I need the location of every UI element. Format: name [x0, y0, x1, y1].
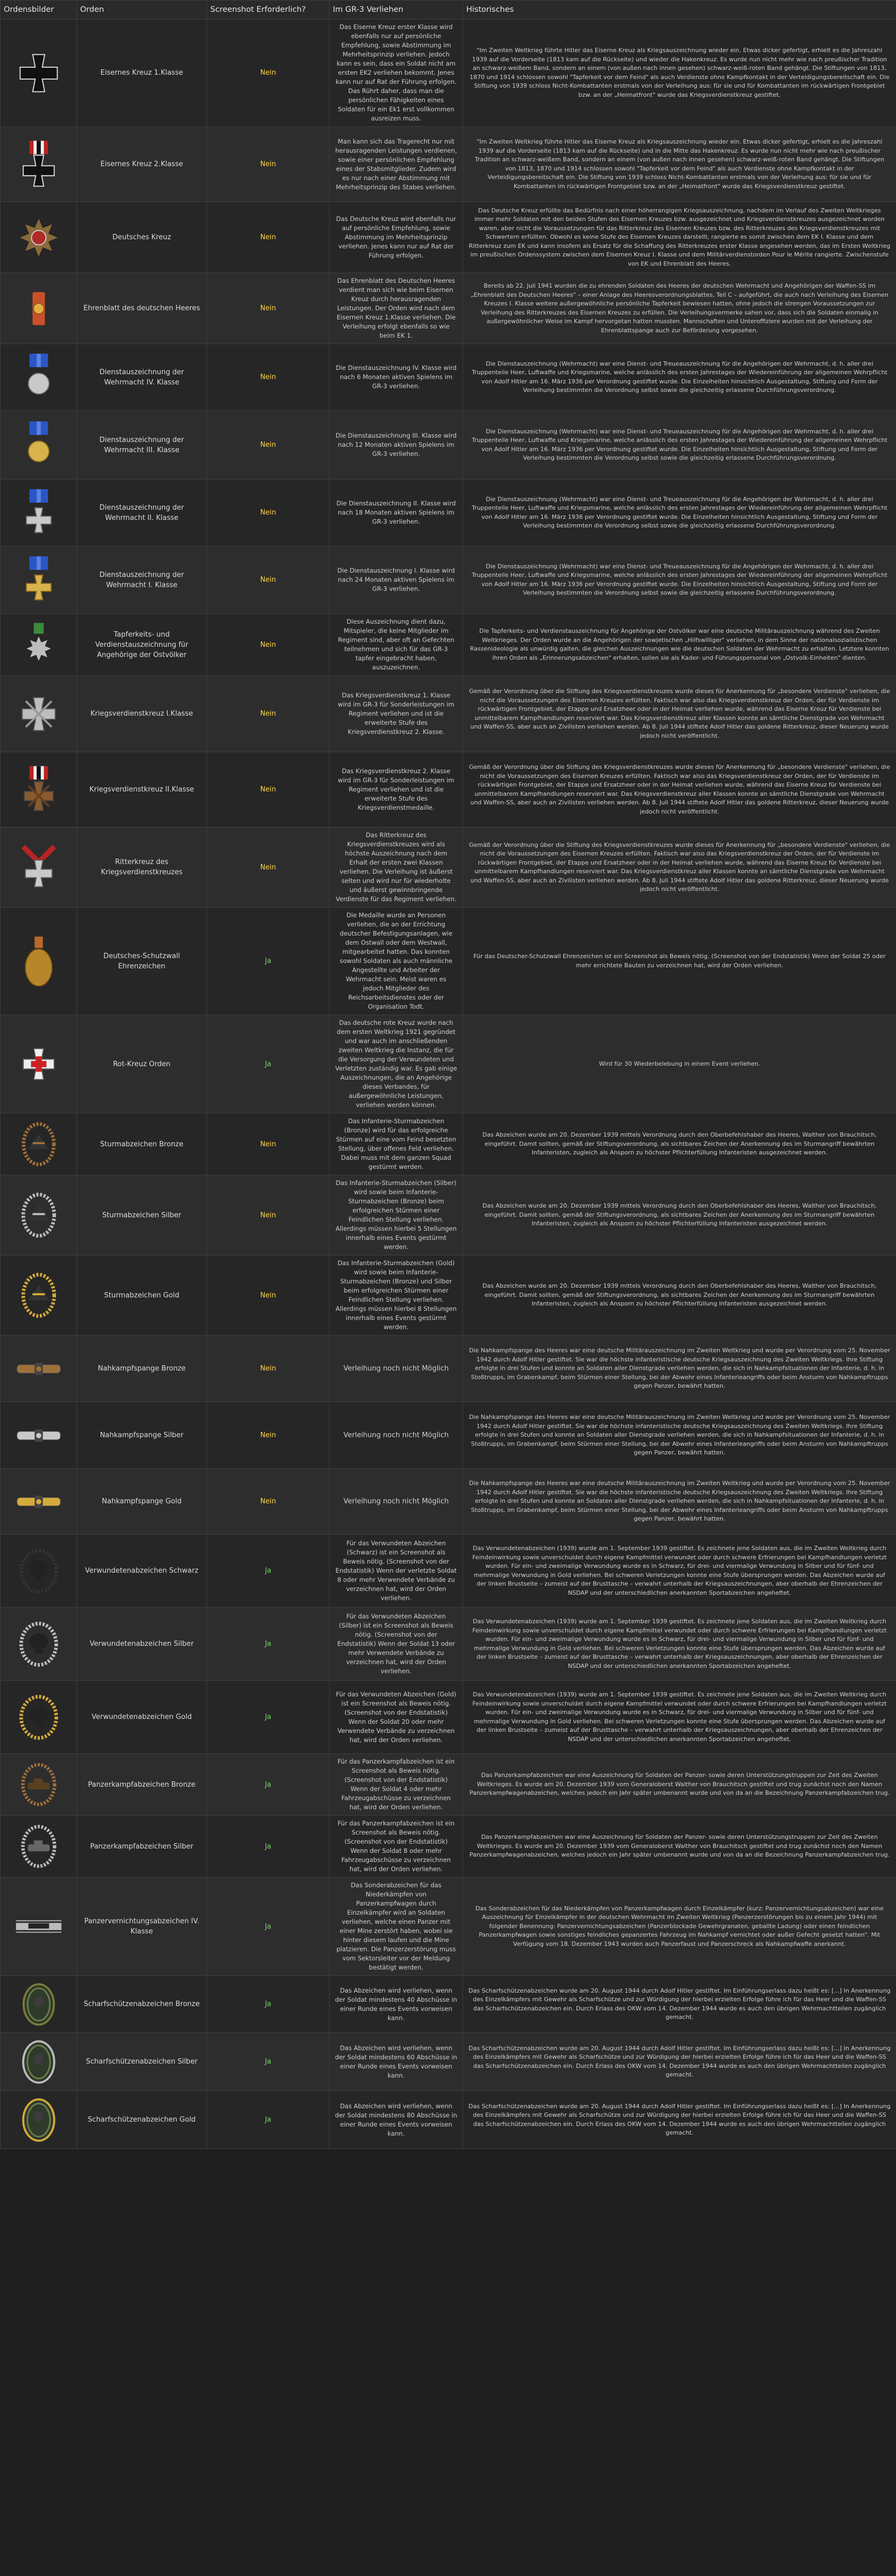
iron-cross-ribbon-icon [13, 139, 65, 190]
award-name: Dienstauszeichnung der Wehrmacht I. Klasse [77, 546, 207, 614]
screenshot-required-value: Nein [260, 509, 276, 517]
screenshot-required-cell [207, 127, 330, 202]
award-row-deutsches-kreuz [1, 202, 896, 273]
screenshot-required-cell [207, 1402, 330, 1469]
award-history: "Im Zweiten Weltkrieg führte Hitler das Eiserne Kreuz als Kriegsauszeichnung wieder ein. Etwas dicker gefertigt, erhielt es die Jahreszahl 1939 auf die Vorderseite (1813 kam auf die Rückseite) und in die Mitte das Hakenkreuz. Es wurde nun nicht mehr wie nach preußischer Tradition an schwarz-weißem Band, sondern an einem (von außen nach innen gesehen) schwarz-weiß-roten Band gehängt. Die Stiftungen von 1813, 1870 und 1914 schlossen sowohl "Tapferkeit vor dem Feind" als auch Verdienste ohne Kampfkontakt in der Verteidigungsbereitschaft ein. Die Stiftung von 1939 schloss Nicht-Kombattanten erstmals von der Verleihung aus: für sie und für Kombattanten im rückwärtigen Frontgebiet bzw. an der „Heimatfront" wurde das Kriegsverdienstkreuz gestiftet. [463, 127, 896, 202]
award-row-panzervernichtungsabzeichen-iv-klasse [1, 1878, 896, 1976]
award-criteria: Das Abzeichen wird verliehen, wenn der Soldat mindestens 40 Abschüsse in einer Runde eines Events vorweisen kann. [330, 1976, 463, 2033]
award-row-sturmabzeichen-bronze [1, 1114, 896, 1175]
award-history: Das Verwundetenabzeichen (1939) wurde am 1. September 1939 gestiftet. Es zeichnete jene Soldaten aus, die im Zweiten Weltkrieg durch Feindeinwirkung sowie unverschuldet durch eigene Kampfmittel verwundet oder durch schwere Erfrierungen bei Kampfhandlungen verletzt wurden. Für ein- und zweimalige Verwundung wurde es in Schwarz, für drei- und viermalige Verwundung in Silber und für fünf- und mehrmalige Verwundung in Gold verliehen. Bei schweren Verletzungen konnte eine Stufe übersprungen werden. Das Abzeichen wurde auf der linken Brustseite – zumeist auf der Brusttasche – verwahrt unterhalb der Kriegsauszeichnungen, aber oberhalb der Ehrenzeichen der NSDAP und der unterschiedlichen anerkannten Sportabzeichen angeheftet. [463, 1608, 896, 1681]
award-history: Gemäß der Verordnung über die Stiftung des Kriegsverdienstkreuzes wurde dieses für Anerkennung für „besondere Verdienste" verliehen, die nicht die Voraussetzungen des Eisernen Kreuzes erfüllten. Faktisch war also das Kriegsverdienstkreuz der Orden, der für Verdienste im rückwärtigen Frontgebiet, der Etappe und Ersatzheer oder in der Heimat verliehen wurde, während das Eiserne Kreuz für Verdienste bei unmittelbarem Kampfhandlungen reserviert war. Das Kriegsverdienstkreuz aller Klassen konnte an sämtliche Dienstgrade von Wehrmacht und Waffen-SS, aber auch an Zivilisten verliehen werden. Ab 8. Juli 1944 stiftete Adolf Hitler das goldene Ritterkreuz, dieser Neuerung wurde jedoch nicht veröffentlicht. [463, 676, 896, 752]
infantry-assault-bronze-icon [13, 1119, 64, 1169]
award-name: Ritterkreuz des Kriegsverdienstkreuzes [77, 827, 207, 908]
service-medal-iii-icon [13, 419, 65, 471]
award-image-cell [1, 614, 77, 676]
award-history: Das Abzeichen wurde am 20. Dezember 1939 mittels Verordnung durch den Oberbefehlshaber des Heeres, Walther von Brauchitsch, eingeführt. Damit sollten, gemäß der Stiftungsverordnung, als sichtbares Zeichen der Anerkennung des im Sturmangriff bewährten Infanteristen, zugleich als Ansporn zu höchster Pflichterfüllung Infanteristen ausgezeichnet werden. [463, 1255, 896, 1336]
award-name: Panzerkampfabzeichen Silber [77, 1816, 207, 1878]
award-criteria: Für das Panzerkampfabzeichen ist ein Screenshot als Beweis nötig. (Screenshot von der Endstatistik) Wenn der Soldat 8 oder mehr Fahrzeugabschüsse zu verzeichnen hat, wird der Orden verliehen. [330, 1816, 463, 1878]
screenshot-required-value: Nein [260, 786, 276, 794]
award-history: Gemäß der Verordnung über die Stiftung des Kriegsverdienstkreuzes wurde dieses für Anerkennung für „besondere Verdienste" verliehen, die nicht die Voraussetzungen des Eisernen Kreuzes erfüllten. Faktisch war also das Kriegsverdienstkreuz der Orden, der für Verdienste im rückwärtigen Frontgebiet, der Etappe und Ersatzheer oder in der Heimat verliehen wurde, während das Eiserne Kreuz für Verdienste bei unmittelbarem Kampfhandlungen reserviert war. Das Kriegsverdienstkreuz aller Klassen konnte an sämtliche Dienstgrade von Wehrmacht und Waffen-SS, aber auch an Zivilisten verliehen werden. Ab 8. Juli 1944 stiftete Adolf Hitler das goldene Ritterkreuz, dieser Neuerung wurde jedoch nicht veröffentlicht. [463, 752, 896, 827]
header-ordensbilder: Ordensbilder [1, 1, 77, 19]
screenshot-required-cell [207, 1336, 330, 1402]
award-row-ehrenblatt-des-deutschen-heeres [1, 273, 896, 344]
award-image-cell [1, 273, 77, 344]
award-image-cell [1, 127, 77, 202]
award-criteria: Die Dienstauszeichnung IV. Klasse wird nach 6 Monaten aktiven Spielens im GR-3 verliehen. [330, 344, 463, 411]
screenshot-required-cell [207, 19, 330, 127]
award-name: Ehrenblatt des deutschen Heeres [77, 273, 207, 344]
screenshot-required-value: Ja [265, 1780, 272, 1789]
award-row-deutsches-schutzwall-ehrenzeichen [1, 908, 896, 1015]
screenshot-required-cell [207, 1754, 330, 1816]
screenshot-required-value: Ja [265, 1640, 272, 1648]
award-row-dienstauszeichnung-der-wehrmacht-i-klasse [1, 546, 896, 614]
infantry-assault-gold-icon [13, 1269, 65, 1321]
close-combat-clasp-silver-icon [13, 1410, 65, 1461]
award-criteria: Für das Verwundeten Abzeichen (Schwarz) ist ein Screenshot als Beweis nötig. (Screenshot von der Endstatistik) Wenn der verletzte Soldat 8 oder mehr Verwendete Verbände zu verzeichnen hat, wird der Orden verliehen. [330, 1535, 463, 1608]
close-combat-clasp-bronze-icon [13, 1343, 65, 1395]
screenshot-required-value: Nein [260, 69, 276, 77]
award-row-panzerkampfabzeichen-bronze [1, 1754, 896, 1816]
award-row-ritterkreuz-des-kriegsverdienstkreuzes [1, 827, 896, 908]
west-wall-medal-icon [13, 936, 65, 987]
screenshot-required-cell [207, 2091, 330, 2149]
screenshot-required-value: Ja [265, 2000, 272, 2008]
award-criteria: Das Eiserne Kreuz erster Klasse wird ebenfalls nur auf persönliche Empfehlung, sowie Abstimmung im Mehrheitsprinzip verliehen. Jedoch kann es sein, dass ein Soldat nicht am ersten EK2 verliehen bekommt. Jenes kann nur auf Rat der Führung erfolgen. Das Rührt daher, dass man die persönlichen Fähigkeiten eines Soldaten für ein Ek1 erst vollkommen ausreizen muss. [330, 19, 463, 127]
award-image-cell [1, 1114, 77, 1175]
award-criteria: Das Ehrenblatt des Deutschen Heeres verdient man sich wie beim Eisernen Kreuz durch herausragenden Leistungen. Der Orden wird nach dem Eisernen Kreuz 1.Klasse verliehen. Die Verleihung erfolgt ebenfalls so wie beim EK 1. [330, 273, 463, 344]
award-history: Die Nahkampfspange des Heeres war eine deutsche Militärauszeichnung im Zweiten Weltkrieg und wurde per Verordnung vom 25. November 1942 durch Adolf Hitler gestiftet. Sie war die höchste infanteristische deutsche Kriegsauszeichnung des Zweiten Weltkriegs. Ihre Stiftung erfolgte in drei Stufen und konnte an Soldaten aller Dienstgrade verliehen werden, die sich in Nahkampfsituationen der Infanterie, d. h. in Stoßtrupps, im Grabenkampf, beim Stürmen einer Stellung, bei der Abwehr eines Infanterieangriffs oder beim Ansturm von Nahkampftrupps gegen Panzer, bewährt hatten. [463, 1336, 896, 1402]
screenshot-required-value: Nein [260, 863, 276, 872]
award-criteria: Das Kriegsverdienstkreuz 2. Klasse wird im GR-3 für Sonderleistungen im Regiment verliehen und ist die erweiterte Stufe des Kriegsverdienstmedaille. [330, 752, 463, 827]
screenshot-required-cell [207, 1469, 330, 1535]
award-image-cell [1, 1015, 77, 1114]
screenshot-required-cell [207, 1175, 330, 1255]
iron-cross-icon [13, 47, 65, 99]
award-history: Das Scharfschützenabzeichen wurde am 20. August 1944 durch Adolf Hitler gestiftet. Im Einführungserlass dazu heißt es: [...] In Anerkennung des Einzelkämpfers mit Gewehr als Scharfschütze und zur Würdigung der hierbei erzielten Erfolge führe ich für das Heer und die Waffen-SS das Scharfschützenabzeichen ein. Durch Erlass des OKW vom 14. Dezember 1944 wurde es auch den übrigen Wehrmachtteilen zugänglich gemacht. [463, 2091, 896, 2149]
service-cross-i-icon [13, 554, 65, 606]
award-row-rot-kreuz-orden [1, 1015, 896, 1114]
award-criteria: Für das Panzerkampfabzeichen ist ein Screenshot als Beweis nötig. (Screenshot von der Endstatistik) Wenn der Soldat 4 oder mehr Fahrzeugabschüsse zu verzeichnen hat, wird der Orden verliehen. [330, 1754, 463, 1816]
award-history: Das Panzerkampfabzeichen war eine Auszeichnung für Soldaten der Panzer- sowie deren Unterstützungstruppen zur Zeit des Zweiten Weltkrieges. Es wurde am 20. Dezember 1939 vom Generaloberst Walther von Brauchitsch gestiftet und trug zunächst noch den Namen Panzerkampfwagenabzeichen, welches jedoch ein Jahr später umbenannt wurde und von da an die Bezeichnung Panzerkampfabzeichen trug. [463, 1754, 896, 1816]
screenshot-required-value: Ja [265, 1842, 272, 1851]
award-name: Kriegsverdienstkreuz II.Klasse [77, 752, 207, 827]
award-row-eisernes-kreuz-1-klasse [1, 19, 896, 127]
screenshot-required-cell [207, 202, 330, 273]
screenshot-required-cell [207, 1114, 330, 1175]
award-row-dienstauszeichnung-der-wehrmacht-iv-klasse [1, 344, 896, 411]
award-history: Wird für 30 Wiederbelebung in einem Event verliehen. [463, 1015, 896, 1114]
award-image-cell [1, 546, 77, 614]
award-criteria: Für das Verwundeten Abzeichen (Silber) ist ein Screenshot als Beweis nötig. (Screenshot von der Endstatistik) Wenn der Soldat 13 oder mehr Verwendete Verbände zu verzeichnen hat, wird der Orden verliehen. [330, 1608, 463, 1681]
award-image-cell [1, 1608, 77, 1681]
war-merit-cross-i-icon [13, 688, 65, 740]
award-name: Panzervernichtungsabzeichen IV. Klasse [77, 1878, 207, 1976]
award-image-cell [1, 827, 77, 908]
award-image-cell [1, 480, 77, 546]
award-image-cell [1, 202, 77, 273]
award-criteria: Das Ritterkreuz des Kriegsverdienstkreuzes wird als höchste Auszeichnung nach dem Erhalt der ersten zwei Klassen verliehen. Die Verleihung ist äußerst selten und wird nur für wiederholte und äußerst gewinnbringende Verdienste für das Regiment verliehen. [330, 827, 463, 908]
award-history: Das Scharfschützenabzeichen wurde am 20. August 1944 durch Adolf Hitler gestiftet. Im Einführungserlass dazu heißt es: [...] In Anerkennung des Einzelkämpfers mit Gewehr als Scharfschütze und zur Würdigung der hierbei erzielten Erfolge führe ich für das Heer und die Waffen-SS das Scharfschützenabzeichen ein. Durch Erlass des OKW vom 14. Dezember 1944 wurde es auch den übrigen Wehrmachtteilen zugänglich gemacht. [463, 1976, 896, 2033]
award-image-cell [1, 2091, 77, 2149]
header-orden: Orden [77, 1, 207, 19]
award-name: Verwundetenabzeichen Gold [77, 1681, 207, 1754]
screenshot-required-cell [207, 1015, 330, 1114]
screenshot-required-value: Ja [265, 1922, 272, 1931]
award-row-verwundetenabzeichen-schwarz [1, 1535, 896, 1608]
award-criteria: Das Infanterie-Sturmabzeichen (Gold) wird sowie beim Infanterie-Sturmabzeichen (Bronze) und Silber beim erfolgreichen Stürmen einer Feindlichen Stellung verliehen. Allerdings müssen hierbei 8 Stellungen innerhalb eines Events gestürmt werden. [330, 1255, 463, 1336]
award-image-cell [1, 752, 77, 827]
tank-destruction-badge-icon [13, 1901, 65, 1952]
award-history: Die Tapferkeits- und Verdienstauszeichnung für Angehörige der Ostvölker war eine deutsche Militärauszeichnung während des Zweiten Weltkrieges. Der Orden wurde an die Angehörigen der sowjetischen „Hilfswilliger" verliehen, in dem Sinne der nationalsozialistischen Rassenideologie als unwürdig galten, die gleichen Auszeichnungen wie die deutschen Soldaten der Wehrmacht zu erhalten. Letztere konnten ihren Orden als „Erinnerungsabzeichen" erhalten, sollen sie als Kader- und Führungspersonal von „Ostvolk-Einheiten" dienten. [463, 614, 896, 676]
award-image-cell [1, 19, 77, 127]
award-criteria: Das Infanterie-Sturmabzeichen (Bronze) wird für das erfolgreiche Stürmen auf eine vom Feind besetzten Stellung, über offenes Feld verliehen. Dabei muss mit dem ganzen Squad gestürmt werden. [330, 1114, 463, 1175]
screenshot-required-value: Nein [260, 1291, 276, 1300]
screenshot-required-value: Nein [260, 1365, 276, 1373]
screenshot-required-cell [207, 1878, 330, 1976]
knights-cross-war-merit-icon [13, 841, 65, 893]
award-criteria: Die Dienstauszeichnung I. Klasse wird nach 24 Monaten aktiven Spielens im GR-3 verliehen. [330, 546, 463, 614]
award-row-kriegsverdienstkreuz-i-klasse [1, 676, 896, 752]
award-criteria: Die Dienstauszeichnung II. Klasse wird nach 18 Monaten aktiven Spielens im GR-3 verliehen. [330, 480, 463, 546]
award-row-panzerkampfabzeichen-silber [1, 1816, 896, 1878]
tank-badge-silver-icon [14, 1822, 63, 1871]
award-history: Gemäß der Verordnung über die Stiftung des Kriegsverdienstkreuzes wurde dieses für Anerkennung für „besondere Verdienste" verliehen, die nicht die Voraussetzungen des Eisernen Kreuzes erfüllten. Faktisch war also das Kriegsverdienstkreuz der Orden, der für Verdienste im rückwärtigen Frontgebiet, der Etappe und Ersatzheer oder in der Heimat verliehen wurde, während das Eiserne Kreuz für Verdienste bei unmittelbarem Kampfhandlungen reserviert war. Das Kriegsverdienstkreuz aller Klassen konnte an sämtliche Dienstgrade von Wehrmacht und Waffen-SS, aber auch an Zivilisten verliehen werden. Ab 8. Juli 1944 stiftete Adolf Hitler das goldene Ritterkreuz, dieser Neuerung wurde jedoch nicht veröffentlicht. [463, 827, 896, 908]
award-name: Panzerkampfabzeichen Bronze [77, 1754, 207, 1816]
honor-roll-clasp-icon [13, 283, 65, 334]
award-image-cell [1, 2033, 77, 2091]
screenshot-required-value: Ja [265, 2116, 272, 2124]
award-criteria: Die Dienstauszeichnung III. Klasse wird nach 12 Monaten aktiven Spielens im GR-3 verliehen. [330, 411, 463, 480]
award-name: Scharfschützenabzeichen Bronze [77, 1976, 207, 2033]
award-criteria: Das Sonderabzeichen für das Niederkämpfen von Panzerkampfwagen durch Einzelkämpfer wird an Soldaten verliehen, welche einen Panzer mit einer Mine zerstört haben, wobei sie hinter diesem laufen und die Mine platzieren. Die Panzerzerstörung muss vom Sektorsleiter vor der Meldung bestätigt werden. [330, 1878, 463, 1976]
wound-badge-black-icon [13, 1545, 65, 1597]
header-historisches: Historisches [463, 1, 896, 19]
screenshot-required-value: Nein [260, 304, 276, 312]
award-name: Kriegsverdienstkreuz I.Klasse [77, 676, 207, 752]
award-row-verwundetenabzeichen-gold [1, 1681, 896, 1754]
award-row-tapferkeits-und-verdienstauszeichnung-für-angehörige-der-ostvölker [1, 614, 896, 676]
award-criteria: Verleihung noch nicht Möglich [330, 1469, 463, 1535]
award-image-cell [1, 1469, 77, 1535]
award-image-cell [1, 676, 77, 752]
award-name: Sturmabzeichen Bronze [77, 1114, 207, 1175]
infantry-assault-silver-icon [13, 1189, 65, 1241]
award-row-nahkampfspange-gold [1, 1469, 896, 1535]
award-criteria: Das Kriegsverdienstkreuz 1. Klasse wird im GR-3 für Sonderleistungen im Regiment verliehen und ist die erweiterte Stufe des Kriegsverdienstkreuz 2. Klasse. [330, 676, 463, 752]
award-name: Nahkampfspange Silber [77, 1402, 207, 1469]
screenshot-required-value: Nein [260, 1211, 276, 1219]
award-image-cell [1, 1535, 77, 1608]
award-row-scharfschützenabzeichen-bronze [1, 1976, 896, 2033]
award-row-nahkampfspange-silber [1, 1402, 896, 1469]
screenshot-required-value: Ja [265, 2058, 272, 2066]
award-name: Sturmabzeichen Gold [77, 1255, 207, 1336]
award-criteria: Das Deutsche Kreuz wird ebenfalls nur auf persönliche Empfehlung, sowie Abstimmung im Mehrheitsprinzip verliehen. Jenes kann nur auf Rat der Führung erfolgen. [330, 202, 463, 273]
award-name: Deutsches Kreuz [77, 202, 207, 273]
award-row-sturmabzeichen-silber [1, 1175, 896, 1255]
award-history: Das Panzerkampfabzeichen war eine Auszeichnung für Soldaten der Panzer- sowie deren Unterstützungstruppen zur Zeit des Zweiten Weltkrieges. Es wurde am 20. Dezember 1939 vom Generaloberst Walther von Brauchitsch gestiftet und trug zunächst noch den Namen Panzerkampfwagenabzeichen, welches jedoch ein Jahr später umbenannt wurde und von da an die Bezeichnung Panzerkampfabzeichen trug. [463, 1816, 896, 1878]
screenshot-required-cell [207, 908, 330, 1015]
award-row-sturmabzeichen-gold [1, 1255, 896, 1336]
screenshot-required-value: Ja [265, 1567, 272, 1575]
award-row-nahkampfspange-bronze [1, 1336, 896, 1402]
award-image-cell [1, 1681, 77, 1754]
screenshot-required-value: Ja [265, 1713, 272, 1721]
screenshot-required-cell [207, 480, 330, 546]
screenshot-required-cell [207, 1976, 330, 2033]
sniper-badge-gold-icon [13, 2094, 65, 2146]
award-history: Die Dienstauszeichnung (Wehrmacht) war eine Dienst- und Treueauszeichnung für die Angehörigen der Wehrmacht, d. h. aller drei Truppenteile Heer, Luftwaffe und Kriegsmarine, welche anlässlich des ersten Jahrestages der Wiedereinführung der allgemeinen Wehrpflicht von Adolf Hitler am 16. März 1936 per Verordnung gestiftet wurde. Die Einzelheiten hinsichtlich Ausgestaltung, Stiftung und Form der Verleihung bestimmten die Verordnung selbst sowie die gleichzeitig erlassene Durchführungsverordnung. [463, 411, 896, 480]
award-history: Das Verwundetenabzeichen (1939) wurde am 1. September 1939 gestiftet. Es zeichnete jene Soldaten aus, die im Zweiten Weltkrieg durch Feindeinwirkung sowie unverschuldet durch eigene Kampfmittel verwundet oder durch schwere Erfrierungen bei Kampfhandlungen verletzt wurden. Für ein- und zweimalige Verwundung wurde es in Schwarz, für drei- und viermalige Verwundung in Silber und für fünf- und mehrmalige Verwundung in Gold verliehen. Bei schweren Verletzungen konnte eine Stufe übersprungen werden. Das Abzeichen wurde auf der linken Brustseite – zumeist auf der Brusttasche – verwahrt unterhalb der Kriegsauszeichnungen, aber oberhalb der Ehrenzeichen der NSDAP und der unterschiedlichen anerkannten Sportabzeichen angeheftet. [463, 1535, 896, 1608]
award-history: Die Dienstauszeichnung (Wehrmacht) war eine Dienst- und Treueauszeichnung für die Angehörigen der Wehrmacht, d. h. aller drei Truppenteile Heer, Luftwaffe und Kriegsmarine, welche anlässlich des ersten Jahrestages der Wiedereinführung der allgemeinen Wehrpflicht von Adolf Hitler am 16. März 1936 per Verordnung gestiftet wurde. Die Einzelheiten hinsichtlich Ausgestaltung, Stiftung und Form der Verleihung bestimmten die Verordnung selbst sowie die gleichzeitig erlassene Durchführungsverordnung. [463, 546, 896, 614]
screenshot-required-value: Ja [265, 957, 272, 965]
screenshot-required-cell [207, 1816, 330, 1878]
award-image-cell [1, 908, 77, 1015]
award-history: Bereits ab 22. Juli 1941 wurden die zu ehrenden Soldaten des Heeres der deutschen Wehrmacht und Angehörigen der Waffen-SS im „Ehrenblatt des Deutschen Heeres" – einer Anlage des Heeresverordnungsblattes, Teil C – aufgeführt, die auch nach Verleihung des Eisernen Kreuzes I. Klasse weitere außergewöhnliche persönliche Tapferkeit bewiesen hatten, ohne jedoch die strengen Voraussetzungen zur Verleihung des Ritterkreuzes des Eisernen Kreuzes zu erfüllen. Die Verleihungsvermerke sahen vor, dass sich die Soldaten einmalig in außergewöhnlicher Weise im Kampf hervorgetan hatten mussten. Mannschaften und Unteroffiziere wurden mit der Verleihung der Ehrenblattspange auch zur Beförderung vorgesehen. [463, 273, 896, 344]
award-name: Verwundetenabzeichen Silber [77, 1608, 207, 1681]
tank-badge-bronze-icon [14, 1760, 63, 1809]
award-name: Dienstauszeichnung der Wehrmacht IV. Klasse [77, 344, 207, 411]
award-row-scharfschützenabzeichen-gold [1, 2091, 896, 2149]
award-criteria: Das Infanterie-Sturmabzeichen (Silber) wird sowie beim Infanterie-Sturmabzeichen (Bronze) beim erfolgreichen Stürmen einer Feindlichen Stellung verliehen. Allerdings müssen hierbei 5 Stellungen innerhalb eines Events gestürmt werden. [330, 1175, 463, 1255]
award-name: Scharfschützenabzeichen Silber [77, 2033, 207, 2091]
screenshot-required-cell [207, 1535, 330, 1608]
award-name: Sturmabzeichen Silber [77, 1175, 207, 1255]
close-combat-clasp-gold-icon [13, 1476, 65, 1528]
award-name: Tapferkeits- und Verdienstauszeichnung für Angehörige der Ostvölker [77, 614, 207, 676]
award-image-cell [1, 1402, 77, 1469]
screenshot-required-value: Nein [260, 441, 276, 449]
screenshot-required-value: Nein [260, 710, 276, 718]
award-criteria: Verleihung noch nicht Möglich [330, 1402, 463, 1469]
award-name: Nahkampfspange Gold [77, 1469, 207, 1535]
award-name: Verwundetenabzeichen Schwarz [77, 1535, 207, 1608]
screenshot-required-cell [207, 676, 330, 752]
award-row-dienstauszeichnung-der-wehrmacht-iii-klasse [1, 411, 896, 480]
award-image-cell [1, 1336, 77, 1402]
screenshot-required-cell [207, 614, 330, 676]
award-history: Das Scharfschützenabzeichen wurde am 20. August 1944 durch Adolf Hitler gestiftet. Im Einführungserlass dazu heißt es: [...] In Anerkennung des Einzelkämpfers mit Gewehr als Scharfschütze und zur Würdigung der hierbei erzielten Erfolge führe ich für das Heer und die Waffen-SS das Scharfschützenabzeichen ein. Durch Erlass des OKW vom 14. Dezember 1944 wurde es auch den übrigen Wehrmachtteilen zugänglich gemacht. [463, 2033, 896, 2091]
award-criteria: Diese Auszeichnung dient dazu, Mitspieler, die keine Mitglieder im Regiment sind, aber oft an Gefechten teilnehmen und sich für das GR-3 tapfer eingebracht haben, auszuzeichnen. [330, 614, 463, 676]
screenshot-required-value: Nein [260, 233, 276, 241]
german-cross-icon [13, 212, 65, 263]
award-image-cell [1, 1175, 77, 1255]
award-history: Die Nahkampfspange des Heeres war eine deutsche Militärauszeichnung im Zweiten Weltkrieg und wurde per Verordnung vom 25. November 1942 durch Adolf Hitler gestiftet. Sie war die höchste infanteristische deutsche Kriegsauszeichnung des Zweiten Weltkriegs. Ihre Stiftung erfolgte in drei Stufen und konnte an Soldaten aller Dienstgrade verliehen werden, die sich in Nahkampfsituationen der Infanterie, d. h. in Stoßtrupps, im Grabenkampf, beim Stürmen einer Stellung, bei der Abwehr eines Infanterieangriffs oder beim Ansturm von Nahkampftrupps gegen Panzer, bewährt hatten. [463, 1469, 896, 1535]
header-row [1, 1, 896, 19]
screenshot-required-value: Nein [260, 1497, 276, 1505]
award-row-scharfschützenabzeichen-silber [1, 2033, 896, 2091]
service-medal-iv-icon [13, 352, 65, 403]
award-image-cell [1, 411, 77, 480]
award-history: Die Dienstauszeichnung (Wehrmacht) war eine Dienst- und Treueauszeichnung für die Angehörigen der Wehrmacht, d. h. aller drei Truppenteile Heer, Luftwaffe und Kriegsmarine, welche anlässlich des ersten Jahrestages der Wiedereinführung der allgemeinen Wehrpflicht von Adolf Hitler am 16. März 1936 per Verordnung gestiftet wurde. Die Einzelheiten hinsichtlich Ausgestaltung, Stiftung und Form der Verleihung bestimmten die Verordnung selbst sowie die gleichzeitig erlassene Durchführungsverordnung. [463, 344, 896, 411]
award-image-cell [1, 1816, 77, 1878]
award-history: Das Abzeichen wurde am 20. Dezember 1939 mittels Verordnung durch den Oberbefehlshaber des Heeres, Walther von Brauchitsch, eingeführt. Damit sollten, gemäß der Stiftungsverordnung, als sichtbares Zeichen der Anerkennung des im Sturmangriff bewährten Infanteristen, zugleich als Ansporn zu höchster Pflichterfüllung Infanteristen ausgezeichnet werden. [463, 1114, 896, 1175]
award-image-cell [1, 1754, 77, 1816]
screenshot-required-value: Nein [260, 576, 276, 584]
award-name: Dienstauszeichnung der Wehrmacht II. Klasse [77, 480, 207, 546]
award-history: "Im Zweiten Weltkrieg führte Hitler das Eiserne Kreuz als Kriegsauszeichnung wieder ein. Etwas dicker gefertigt, erhielt es die Jahreszahl 1939 auf die Vorderseite (1813 kam auf die Rückseite) und wieder die Hakenkreuz. Es wurde nun nicht mehr wie nach preußischer Tradition an schwarz-weißem Band, sondern an einem (von außen nach innen gesehen) schwarz-weiß-roten Band gehängt. Die Stiftungen von 1813, 1870 und 1914 schlossen sowohl "Tapferkeit vor dem Feind" als auch Verdienste ohne Kampfkontakt in der Verteidigungsbereitschaft ein. Die Stiftung von 1939 schloss Nicht-Kombattanten erstmals von der Verleihung aus: für sie und für Kombattanten im rückwärtigen Frontgebiet bzw. an der „Heimatfront" wurde das Kriegsverdienstkreuz gestiftet. [463, 19, 896, 127]
screenshot-required-value: Nein [260, 1431, 276, 1439]
war-merit-cross-ii-icon [13, 764, 65, 816]
award-name: Scharfschützenabzeichen Gold [77, 2091, 207, 2149]
screenshot-required-cell [207, 2033, 330, 2091]
award-name: Deutsches-Schutzwall Ehrenzeichen [77, 908, 207, 1015]
award-criteria: Die Medaille wurde an Personen verliehen, die an der Errichtung deutscher Befestigungsanlagen, wie dem Ostwall oder dem Westwall, mitgearbeitet hatten. Das konnten sowohl Soldaten als auch männliche Angestellte und Arbeiter der Wehrmacht sein. Meist waren es jedoch Mitglieder des Reichsarbeitsdienstes oder der Organisation Todt. [330, 908, 463, 1015]
award-name: Nahkampfspange Bronze [77, 1336, 207, 1402]
award-criteria: Das deutsche rote Kreuz wurde nach dem ersten Weltkrieg 1921 gegründet und war auch im anschließenden zweiten Weltkrieg die Instanz, die für die Versorgung der Verwundeten und Verletzten zuständig war. Es gab einige Auszeichnungen, die an Angehörige dieses Verbandes, für außergewöhnliche Leistungen, verliehen werden können. [330, 1015, 463, 1114]
award-image-cell [1, 1976, 77, 2033]
award-criteria: Für das Verwundeten Abzeichen (Gold) ist ein Screenshot als Beweis nötig. (Screenshot von der Endstatistik) Wenn der Soldat 20 oder mehr Verwendete Verbände zu verzeichnen hat, wird der Orden verliehen. [330, 1681, 463, 1754]
award-name: Eisernes Kreuz 2.Klasse [77, 127, 207, 202]
screenshot-required-value: Nein [260, 640, 276, 649]
wound-badge-silver-icon [13, 1618, 65, 1670]
wound-badge-gold-icon [13, 1692, 65, 1743]
award-criteria: Verleihung noch nicht Möglich [330, 1336, 463, 1402]
service-cross-ii-icon [13, 487, 65, 539]
header-screenshot: Screenshot Erforderlich? [207, 1, 330, 19]
award-row-eisernes-kreuz-2-klasse [1, 127, 896, 202]
award-history: Die Dienstauszeichnung (Wehrmacht) war eine Dienst- und Treueauszeichnung für die Angehörigen der Wehrmacht, d. h. aller drei Truppenteile Heer, Luftwaffe und Kriegsmarine, welche anlässlich des ersten Jahrestages der Wiedereinführung der allgemeinen Wehrpflicht von Adolf Hitler am 16. März 1936 per Verordnung gestiftet wurde. Die Einzelheiten hinsichtlich Ausgestaltung, Stiftung und Form der Verleihung bestimmten die Verordnung selbst sowie die gleichzeitig erlassene Durchführungsverordnung. [463, 480, 896, 546]
screenshot-required-value: Ja [265, 1060, 272, 1068]
award-history: Das Verwundetenabzeichen (1939) wurde am 1. September 1939 gestiftet. Es zeichnete jene Soldaten aus, die im Zweiten Weltkrieg durch Feindeinwirkung sowie unverschuldet durch eigene Kampfmittel verwundet oder durch schwere Erfrierungen bei Kampfhandlungen verletzt wurden. Für ein- und zweimalige Verwundung wurde es in Schwarz, für drei- und viermalige Verwundung in Silber und für fünf- und mehrmalige Verwundung in Gold verliehen. Bei schweren Verletzungen konnte eine Stufe übersprungen werden. Das Abzeichen wurde auf der linken Brustseite – zumeist auf der Brusttasche – verwahrt unterhalb der Kriegsauszeichnungen, aber oberhalb der Ehrenzeichen der NSDAP und der unterschiedlichen anerkannten Sportabzeichen angeheftet. [463, 1681, 896, 1754]
screenshot-required-cell [207, 273, 330, 344]
award-criteria: Das Abzeichen wird verliehen, wenn der Soldat mindestens 80 Abschüsse in einer Runde eines Events vorweisen kann. [330, 2091, 463, 2149]
red-cross-order-icon [13, 1038, 65, 1090]
screenshot-required-value: Nein [260, 160, 276, 168]
award-criteria: Man kann sich das Tragerecht nur mit herausragenden Leistungen verdienen, sowie einer persönlichen Empfehlung eines der Stabsmitglieder. Zudem wird es nur nach einer Abstimmung mit Mehrheitsprinzip des Stabes verliehen. [330, 127, 463, 202]
screenshot-required-value: Nein [260, 1140, 276, 1148]
award-history: Für das Deutscher-Schutzwall Ehrenzeichen ist ein Screenshot als Beweis nötig. (Screenshot von der Endstatistik) Wenn der Soldat 25 oder mehr errichtete Bauten zu verzeichnen hat, wird der Orden verliehen. [463, 908, 896, 1015]
award-history: Das Sonderabzeichen für das Niederkämpfen von Panzerkampfwagen durch Einzelkämpfer (kurz: Panzervernichtungsabzeichen) war eine Auszeichnung für Einzelkämpfer in der deutschen Wehrmacht im Zweiten Weltkrieg (Panzerzerstörungen bis zu einem Jahr 1944) mit folgender Benennung: Panzervernichtungsabzeichen (Panzerblockade Gewehrgranaten, geballte Ladung) oder einen feindlichen Panzerkampfwagen sowie sonstiges feindliches gepanzertes Fahrzeug im Nahkampf vernichtet oder außer Gefecht gesetzt hatten". Mit Verfügung vom 18. Dezember 1943 wurden auch Panzerfaust und Panzerschreck als Nahkampfwaffe anerkannt. [463, 1878, 896, 1976]
screenshot-required-value: Nein [260, 373, 276, 381]
award-name: Dienstauszeichnung der Wehrmacht III. Klasse [77, 411, 207, 480]
award-history: Die Nahkampfspange des Heeres war eine deutsche Militärauszeichnung im Zweiten Weltkrieg und wurde per Verordnung vom 25. November 1942 durch Adolf Hitler gestiftet. Sie war die höchste infanteristische deutsche Kriegsauszeichnung des Zweiten Weltkriegs. Ihre Stiftung erfolgte in drei Stufen und konnte an Soldaten aller Dienstgrade verliehen werden, die sich in Nahkampfsituationen der Infanterie, d. h. in Stoßtrupps, im Grabenkampf, beim Stürmen einer Stellung, bei der Abwehr eines Infanterieangriffs oder beim Ansturm von Nahkampftrupps gegen Panzer, bewährt hatten. [463, 1402, 896, 1469]
award-image-cell [1, 1255, 77, 1336]
screenshot-required-cell [207, 546, 330, 614]
screenshot-required-cell [207, 752, 330, 827]
screenshot-required-cell [207, 1255, 330, 1336]
award-row-verwundetenabzeichen-silber [1, 1608, 896, 1681]
screenshot-required-cell [207, 411, 330, 480]
sniper-badge-silver-icon [13, 2036, 65, 2088]
award-name: Rot-Kreuz Orden [77, 1015, 207, 1114]
award-name: Eisernes Kreuz 1.Klasse [77, 19, 207, 127]
award-row-kriegsverdienstkreuz-ii-klasse [1, 752, 896, 827]
award-image-cell [1, 344, 77, 411]
screenshot-required-cell [207, 1608, 330, 1681]
screenshot-required-cell [207, 827, 330, 908]
screenshot-required-cell [207, 1681, 330, 1754]
award-image-cell [1, 1878, 77, 1976]
award-history: Das Abzeichen wurde am 20. Dezember 1939 mittels Verordnung durch den Oberbefehlshaber des Heeres, Walther von Brauchitsch, eingeführt. Damit sollten, gemäß der Stiftungsverordnung, als sichtbares Zeichen der Anerkennung des im Sturmangriff bewährten Infanteristen, zugleich als Ansporn zu höchster Pflichterfüllung Infanteristen ausgezeichnet werden. [463, 1175, 896, 1255]
header-verliehen: Im GR-3 Verliehen [330, 1, 463, 19]
award-criteria: Das Abzeichen wird verliehen, wenn der Soldat mindestens 60 Abschüsse in einer Runde eines Events vorweisen kann. [330, 2033, 463, 2091]
screenshot-required-cell [207, 344, 330, 411]
award-history: Das Deutsche Kreuz erfüllte das Bedürfnis nach einer höherrangigen Kriegsauszeichnung, nachdem im Verlauf des Zweiten Weltkrieges immer mehr Soldaten mit den beiden Stufen des Eisernen Kreuzes bzw. ausgezeichnet und Kriegsverdienstkreuzes ausgezeichnet worden waren, aber nicht die Voraussetzungen für das Ritterkreuz des Eisernen Kreuzes bzw. des Ritterkreuzes des Kriegsverdienstkreuzes mit Schwertern erfüllten. Obwohl es keine Stufe des Eisernen Kreuzes darstellt, rangierte es somit zwischen dem EK I. Klasse und dem Ritterkreuz zum EK und kann insofern als Ersatz für die Schaffung des Ritterkreuzes erster Klasse angesehen werden, das im Ersten Weltkrieg im preußischen Ordenssystem zwischen dem Eisernen Kreuz I. Klasse und dem Militärverdienstorden Pour le Mérite rangierte. Zwischenstufe von EK und Ehrenblatt des Heeres. [463, 202, 896, 273]
award-row-dienstauszeichnung-der-wehrmacht-ii-klasse [1, 480, 896, 546]
eastern-peoples-medal-icon [14, 620, 63, 669]
sniper-badge-bronze-icon [13, 1979, 64, 2030]
